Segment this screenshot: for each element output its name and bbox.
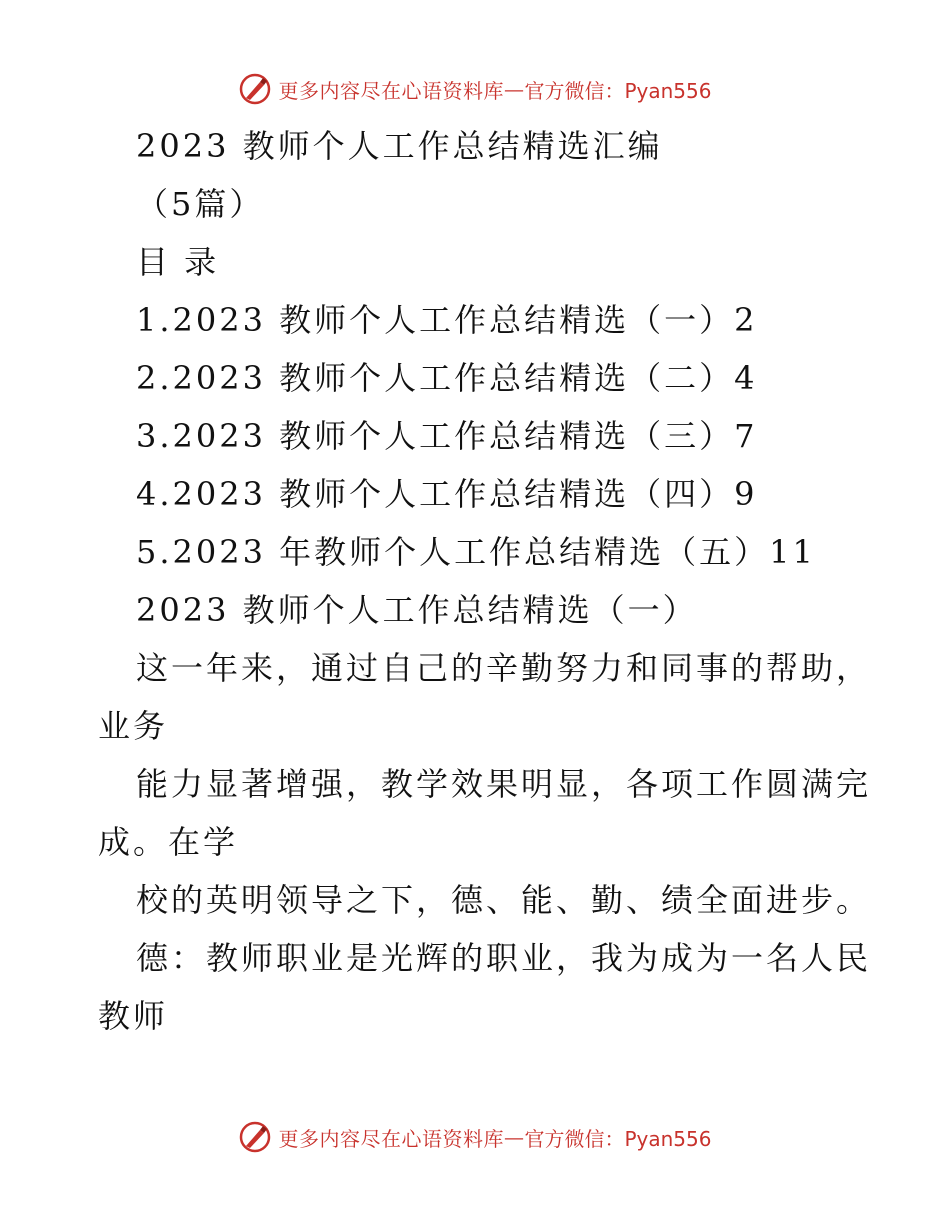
body-line: 校的英明领导之下，德、能、勤、绩全面进步。 — [136, 881, 872, 919]
banner-wechat: 官方微信：Pyan556 — [524, 78, 712, 103]
toc-item: 3.2023 教师个人工作总结精选（三）7 — [136, 417, 758, 455]
banner-text: 更多内容尽在心语资料库 — [278, 1126, 504, 1151]
body-line: 这一年来，通过自己的辛勤努力和同事的帮助， — [136, 649, 872, 687]
pen-logo-icon — [238, 1120, 272, 1154]
body-line: 德：教师职业是光辉的职业，我为成为一名人民 — [136, 939, 872, 977]
banner-text: 更多内容尽在心语资料库 — [278, 78, 504, 103]
pen-logo-icon — [238, 72, 272, 106]
footer-banner — [0, 1120, 950, 1154]
body-line: 能力显著增强，教学效果明显，各项工作圆满完 — [136, 765, 872, 803]
section-title: 2023 教师个人工作总结精选（一） — [136, 591, 698, 629]
header-banner — [0, 72, 950, 106]
doc-title: 2023 教师个人工作总结精选汇编 — [136, 127, 663, 165]
doc-subtitle: （5篇） — [136, 185, 265, 223]
banner-dash: — — [503, 1125, 525, 1149]
toc-item: 1.2023 教师个人工作总结精选（一）2 — [136, 301, 758, 339]
body-line: 成。在学 — [98, 823, 239, 861]
banner-wechat: 官方微信：Pyan556 — [524, 1126, 712, 1151]
body-line: 教师 — [98, 997, 169, 1035]
toc-item: 5.2023 年教师个人工作总结精选（五）11 — [136, 533, 816, 571]
body-line: 业务 — [98, 707, 169, 745]
toc-item: 2.2023 教师个人工作总结精选（二）4 — [136, 359, 758, 397]
toc-item: 4.2023 教师个人工作总结精选（四）9 — [136, 475, 758, 513]
toc-heading: 目 录 — [136, 243, 220, 281]
banner-dash: — — [503, 77, 525, 101]
